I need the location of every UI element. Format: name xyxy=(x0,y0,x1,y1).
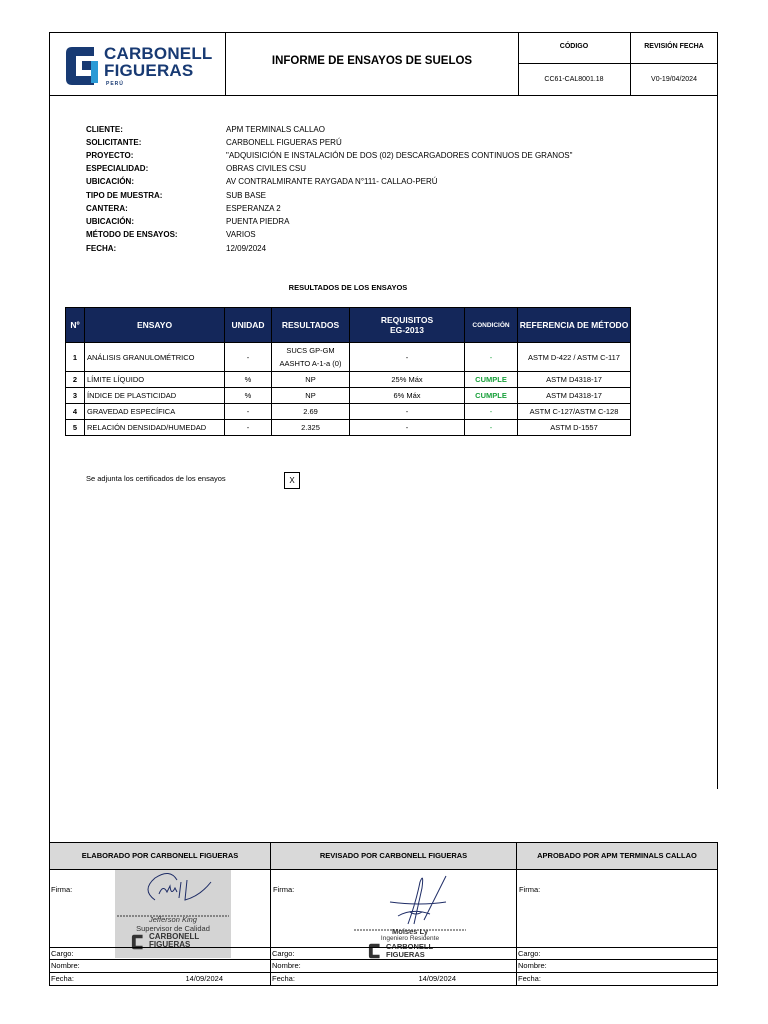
table-row xyxy=(66,343,631,372)
logo-text-figueras: FIGUERAS xyxy=(104,61,194,80)
row-condicion: CUMPLE xyxy=(465,372,518,388)
col-header-unidad: UNIDAD xyxy=(225,308,272,343)
row-resultados: 2.325 xyxy=(272,420,350,436)
row-referencia: ASTM D-1557 xyxy=(518,420,631,436)
fecha-row-3: Fecha: xyxy=(517,973,718,986)
row-ensayo: ÍNDICE DE PLASTICIDAD xyxy=(85,388,225,404)
firma-label-2: Firma: xyxy=(273,885,295,894)
aprobado-header: APROBADO POR APM TERMINALS CALLAO xyxy=(517,842,718,870)
stamp-1-name: Jefferson King xyxy=(149,915,197,924)
code-label: CÓDIGO xyxy=(559,43,589,50)
stamp-1-role: Supervisor de Calidad xyxy=(136,924,210,933)
col-header-n: Nº xyxy=(66,308,85,343)
signature-cell-aprobado xyxy=(517,870,718,947)
fecha-row-2: Fecha: 14/09/2024 xyxy=(271,973,517,986)
row-requisitos: - xyxy=(350,404,465,420)
row-ensayo: GRAVEDAD ESPECÍFICA xyxy=(85,404,225,420)
col-header-resultados: RESULTADOS xyxy=(272,308,350,343)
row-number: 3 xyxy=(66,388,85,404)
row-number: 1 xyxy=(66,343,85,372)
row-resultados: NP xyxy=(272,388,350,404)
row-referencia: ASTM D4318-17 xyxy=(518,372,631,388)
stamp-1-logo-text-2: FIGUERAS xyxy=(149,940,191,949)
results-title: RESULTADOS DE LOS ENSAYOS xyxy=(288,283,408,292)
attachment-checkbox[interactable]: X xyxy=(284,472,300,489)
logo-text-carbonell: CARBONELL xyxy=(104,44,213,63)
results-table xyxy=(65,307,631,436)
cargo-row-2: Cargo: xyxy=(271,947,517,960)
row-ensayo: ANÁLISIS GRANULOMÉTRICO xyxy=(85,343,225,372)
row-resultados: NP xyxy=(272,372,350,388)
row-number: 4 xyxy=(66,404,85,420)
fecha-value-2: 14/09/2024 xyxy=(418,974,456,983)
stamp-2-name: Moises Ly xyxy=(392,927,428,936)
row-condicion: CUMPLE xyxy=(465,388,518,404)
logo-text-peru: PERÚ xyxy=(106,81,124,87)
fecha-row-1: Fecha: 14/09/2024 xyxy=(49,973,271,986)
row-referencia: ASTM D-422 / ASTM C-117 xyxy=(518,343,631,372)
elaborado-header: ELABORADO POR CARBONELL FIGUERAS xyxy=(49,842,271,870)
company-logo xyxy=(64,44,213,88)
document-header xyxy=(49,32,718,96)
signature-stamp-1 xyxy=(115,870,231,958)
cargo-row-3: Cargo: xyxy=(517,947,718,960)
attachment-note: Se adjunta los certificados de los ensayos xyxy=(86,474,226,483)
logo-mark-icon xyxy=(64,45,100,87)
row-condicion: - xyxy=(465,404,518,420)
row-referencia: ASTM D4318-17 xyxy=(518,388,631,404)
revisado-header: REVISADO POR CARBONELL FIGUERAS xyxy=(271,842,517,870)
row-requisitos: 6% Máx xyxy=(350,388,465,404)
row-number: 2 xyxy=(66,372,85,388)
row-unidad: - xyxy=(225,404,272,420)
table-row xyxy=(66,372,631,388)
col-header-requisitos: REQUISITOS EG-2013 xyxy=(350,308,465,343)
row-resultados: 2.69 xyxy=(272,404,350,420)
stamp-1-logo-text-1: CARBONELL xyxy=(149,932,200,941)
row-condicion: - xyxy=(465,343,518,372)
revision-value: V0-19/04/2024 xyxy=(651,76,697,83)
row-unidad: - xyxy=(225,420,272,436)
table-header-row xyxy=(66,308,631,343)
frame-left-border xyxy=(49,96,50,842)
nombre-row-1: Nombre: xyxy=(49,960,271,973)
nombre-row-3: Nombre: xyxy=(517,960,718,973)
stamp-2-logo-text-2: FIGUERAS xyxy=(386,950,425,959)
fecha-value-1: 14/09/2024 xyxy=(185,974,223,983)
firma-label-1: Firma: xyxy=(51,885,73,894)
handwritten-signature-2 xyxy=(350,872,470,932)
col-header-condicion: CONDICIÓN xyxy=(465,308,518,343)
row-requisitos: - xyxy=(350,343,465,372)
col-header-referencia: REFERENCIA DE MÉTODO xyxy=(518,308,631,343)
row-requisitos: 25% Máx xyxy=(350,372,465,388)
row-condicion: - xyxy=(465,420,518,436)
col-header-ensayo: ENSAYO xyxy=(85,308,225,343)
firma-label-3: Firma: xyxy=(519,885,541,894)
row-number: 5 xyxy=(66,420,85,436)
row-unidad: % xyxy=(225,388,272,404)
cargo-row-1: Cargo: xyxy=(49,947,271,960)
revision-label: REVISIÓN FECHA xyxy=(644,43,704,50)
stamp-2-logo-text-1: CARBONELL xyxy=(386,942,434,951)
row-ensayo: RELACIÓN DENSIDAD/HUMEDAD xyxy=(85,420,225,436)
code-value: CC61-CAL8001.18 xyxy=(544,76,604,83)
frame-right-border xyxy=(717,96,718,789)
stamp-2-role: Ingeniero Residente xyxy=(380,935,440,942)
row-unidad: - xyxy=(225,343,272,372)
table-row xyxy=(66,404,631,420)
row-ensayo: LÍMITE LÍQUIDO xyxy=(85,372,225,388)
handwritten-signature-1 xyxy=(115,870,231,920)
row-unidad: % xyxy=(225,372,272,388)
row-resultados: SUCS GP-GM AASHTO A-1-a (0) xyxy=(272,343,350,372)
table-row xyxy=(66,420,631,436)
nombre-row-2: Nombre: xyxy=(271,960,517,973)
document-title: INFORME DE ENSAYOS DE SUELOS xyxy=(271,55,473,67)
table-row xyxy=(66,388,631,404)
row-referencia: ASTM C-127/ASTM C-128 xyxy=(518,404,631,420)
signature-stamp-2 xyxy=(350,872,470,958)
row-requisitos: - xyxy=(350,420,465,436)
